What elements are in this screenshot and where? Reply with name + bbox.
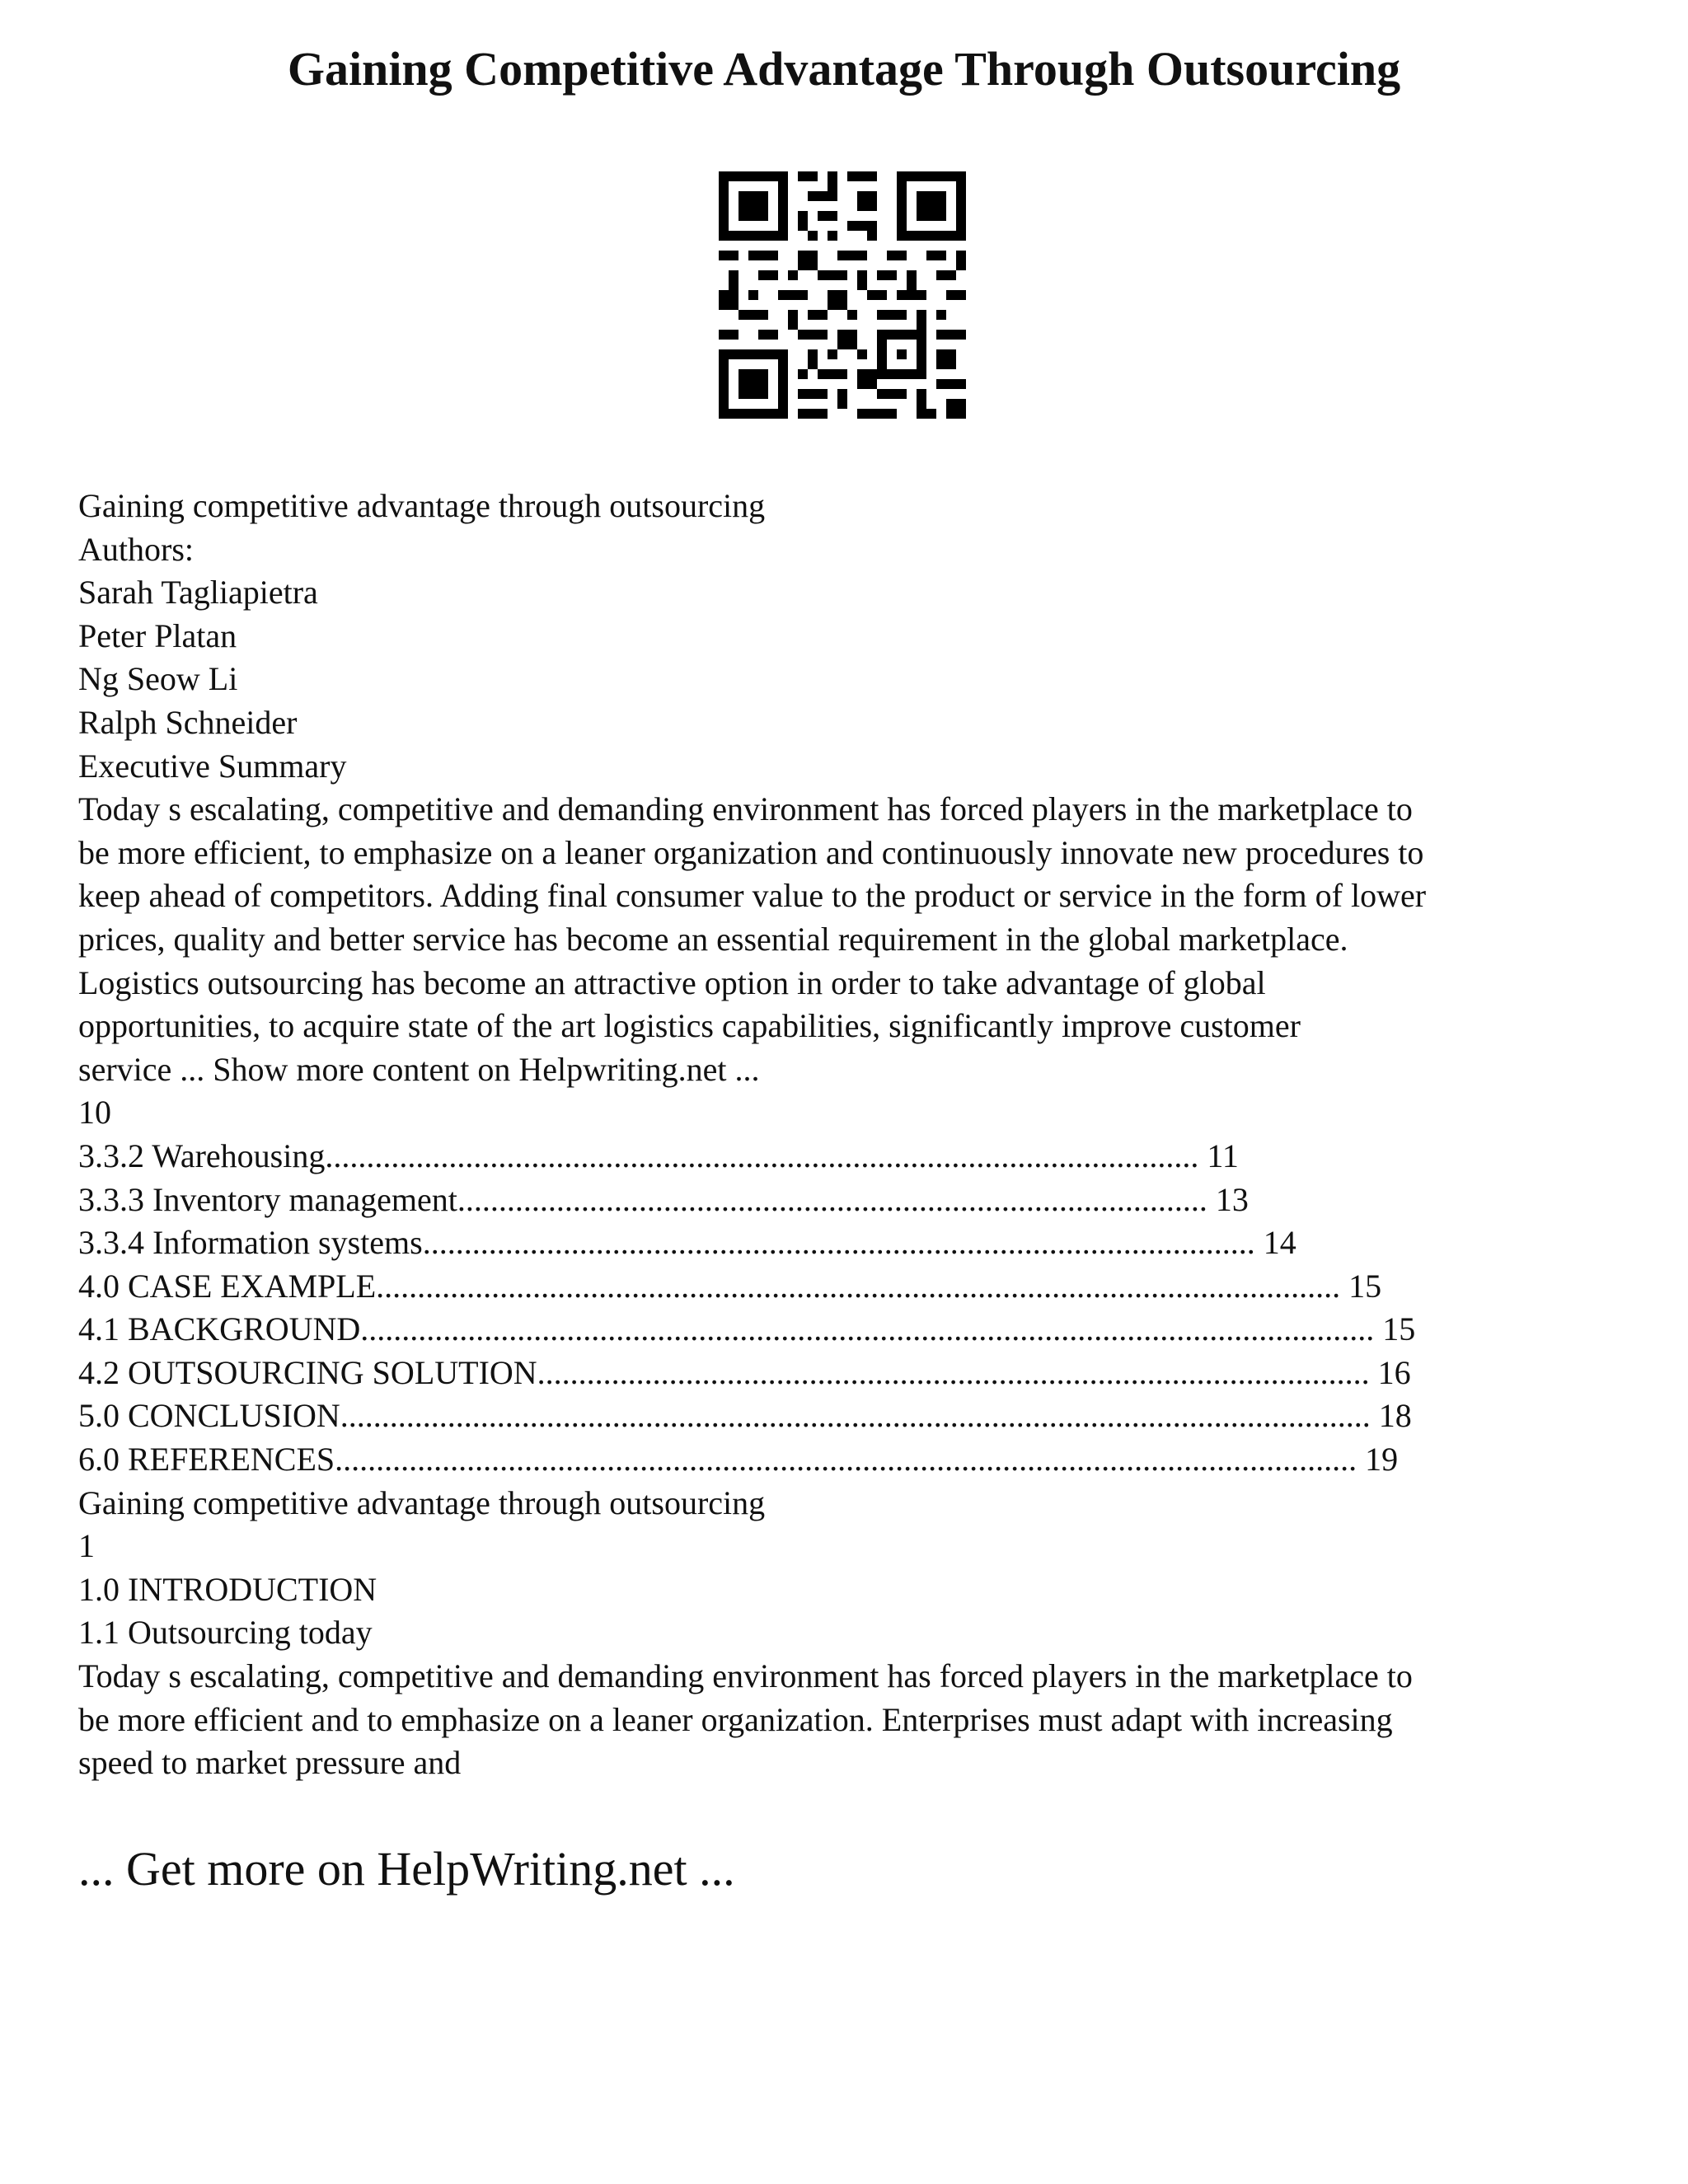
toc-entry — [78, 1135, 1628, 1179]
paragraph-line: opportunities, to acquire state of the art logistics capabilities, significantly improve customer — [78, 1007, 1301, 1045]
toc-entry-title: 4.2 OUTSOURCING SOLUTION — [78, 1353, 537, 1391]
document-title: Gaining Competitive Advantage Through Outsourcing — [287, 42, 1401, 96]
paragraph-line: Logistics outsourcing has become an attractive option in order to take advantage of global — [78, 963, 1266, 1001]
toc-entry — [78, 1394, 1628, 1438]
toc-entry-title: 3.3.2 Warehousing — [78, 1137, 326, 1174]
toc-entry-page: 13 — [1215, 1180, 1249, 1218]
author-name: Sarah Tagliapietra — [78, 574, 318, 612]
toc-entry — [78, 1179, 1628, 1222]
section-heading: 1.0 INTRODUCTION — [78, 1570, 377, 1608]
toc-entry-title: 6.0 REFERENCES — [78, 1441, 335, 1479]
toc-leader: ............................................................................................................................ — [335, 1441, 1357, 1479]
toc-entry-page: 19 — [1365, 1441, 1399, 1479]
toc-entry — [78, 1265, 1628, 1309]
toc-leader: ............................................................................................................................. — [340, 1397, 1371, 1435]
section-heading: Executive Summary — [78, 747, 347, 785]
paragraph-line: Today s escalating, competitive and demanding environment has forced players in the marketplace to — [78, 790, 1413, 828]
toc-leader: ..................................................................................................... — [422, 1224, 1255, 1262]
paragraph-line: prices, quality and better service has become an essential requirement in the global marketplace. — [78, 920, 1348, 958]
toc-entry-page: 15 — [1382, 1310, 1416, 1348]
show-more-line[interactable]: service ... Show more content on Helpwriting.net ... — [78, 1050, 760, 1088]
author-name: Ng Seow Li — [78, 660, 238, 698]
toc-entry-title: 3.3.4 Information systems — [78, 1224, 423, 1262]
paragraph-line: speed to market pressure and — [78, 1744, 462, 1782]
paragraph-line: keep ahead of competitors. Adding final consumer value to the product or service in the form of lower — [78, 877, 1427, 915]
toc-entry-title: 4.1 BACKGROUND — [78, 1310, 361, 1348]
page-number: 10 — [78, 1094, 111, 1132]
subsection-heading: 1.1 Outsourcing today — [78, 1614, 373, 1652]
toc-leader: ........................................................................................... — [457, 1180, 1207, 1218]
toc-entry-title: 4.0 CASE EXAMPLE — [78, 1267, 377, 1305]
running-title: Gaining competitive advantage through outsourcing — [78, 1483, 766, 1521]
qr-code-icon[interactable] — [719, 171, 966, 419]
toc-leader: ..................................................................................................................... — [376, 1267, 1341, 1305]
toc-entry-page: 14 — [1263, 1224, 1296, 1262]
paragraph-line: Today s escalating, competitive and demanding environment has forced players in the marketplace to — [78, 1657, 1413, 1695]
paragraph-line: be more efficient and to emphasize on a leaner organization. Enterprises must adapt with increasing — [78, 1700, 1393, 1738]
toc-entry-title: 5.0 CONCLUSION — [78, 1397, 340, 1435]
document-body — [78, 485, 1628, 1785]
get-more-link[interactable]: ... Get more on HelpWriting.net ... — [78, 1842, 735, 1896]
author-name: Peter Platan — [78, 616, 237, 654]
toc-entry — [78, 1438, 1628, 1482]
toc-leader: .......................................................................................................... — [325, 1137, 1199, 1174]
toc-entry-page: 16 — [1377, 1353, 1411, 1391]
toc-entry-page: 11 — [1207, 1137, 1239, 1174]
authors-label: Authors: — [78, 530, 194, 568]
toc-entry-page: 18 — [1378, 1397, 1412, 1435]
toc-entry-page: 15 — [1348, 1267, 1382, 1305]
toc-entry — [78, 1352, 1628, 1395]
paragraph-line: be more efficient, to emphasize on a leaner organization and continuously innovate new procedures to — [78, 833, 1424, 871]
author-name: Ralph Schneider — [78, 703, 298, 741]
toc-leader: ........................................................................................................................... — [360, 1310, 1375, 1348]
toc-entry — [78, 1221, 1628, 1265]
running-title: Gaining competitive advantage through outsourcing — [78, 487, 766, 524]
toc-entry-title: 3.3.3 Inventory management — [78, 1180, 457, 1218]
toc-entry — [78, 1308, 1628, 1352]
toc-leader: ..................................................................................................... — [537, 1353, 1370, 1391]
page-number: 1 — [78, 1527, 95, 1565]
